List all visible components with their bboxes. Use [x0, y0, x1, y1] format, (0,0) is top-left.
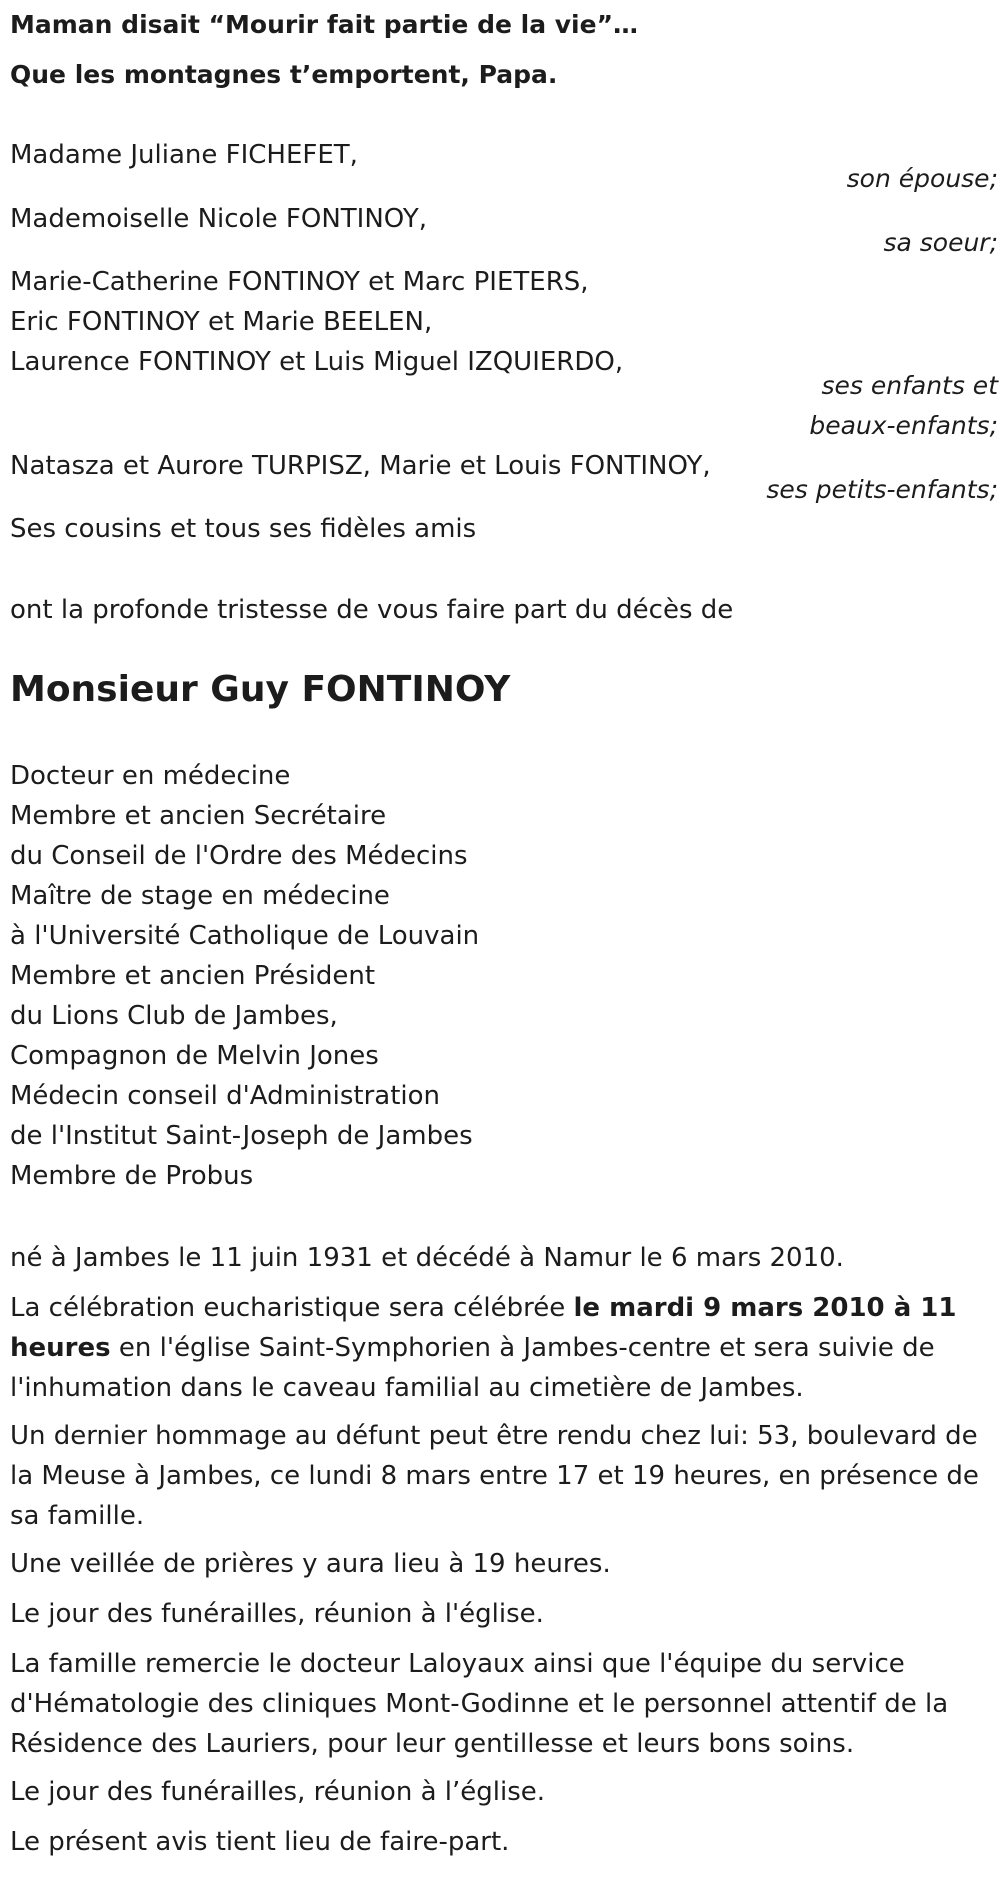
child-line: Marie-Catherine FONTINOY et Marc PIETERS, [10, 267, 589, 297]
sister-relation: sa soeur; [883, 228, 998, 257]
children-relation-1: ses enfants et [821, 371, 998, 400]
funeral-day-note: Le jour des funérailles, réunion à l'église. [10, 1599, 544, 1629]
child-line: Laurence FONTINOY et Luis Miguel IZQUIERDO, [10, 347, 624, 377]
title-line: Maître de stage en médecine [10, 881, 390, 911]
tribute-paragraph: Un dernier hommage au défunt peut être rendu chez lui: 53, boulevard de la Meuse à Jambes, ce lundi 8 mars entre 17 et 19 heures, en présence de sa famille. [10, 1421, 979, 1531]
celebration-text-before: La célébration eucharistique sera célébrée [10, 1293, 574, 1323]
title-line: du Lions Club de Jambes, [10, 1001, 338, 1031]
title-line: Membre de Probus [10, 1161, 254, 1191]
title-line: Compagnon de Melvin Jones [10, 1041, 379, 1071]
grandchildren-name: Natasza et Aurore TURPISZ, Marie et Louis FONTINOY, [10, 451, 711, 481]
closing-note: Le présent avis tient lieu de faire-part. [10, 1827, 510, 1857]
announcement-text: ont la profonde tristesse de vous faire part du décès de [10, 595, 734, 625]
title-line: Membre et ancien Secrétaire [10, 801, 387, 831]
title-line: de l'Institut Saint-Joseph de Jambes [10, 1121, 473, 1151]
child-line: Eric FONTINOY et Marie BEELEN, [10, 307, 433, 337]
celebration-date-time: le mardi 9 mars 2010 à 11 heures [10, 1293, 957, 1363]
thanks-paragraph: La famille remercie le docteur Laloyaux ainsi que l'équipe du service d'Hématologie des cliniques Mont-Godinne et le personnel attentif de la Résidence des Lauriers, pour leur gentillesse et leurs bons soins. [10, 1649, 949, 1759]
funeral-day-note-repeat: Le jour des funérailles, réunion à l’église. [10, 1777, 546, 1807]
sister-name: Mademoiselle Nicole FONTINOY, [10, 204, 427, 234]
title-line: à l'Université Catholique de Louvain [10, 921, 480, 951]
grandchildren-relation: ses petits-enfants; [766, 475, 998, 504]
quote-line-2: Que les montagnes t’emportent, Papa. [10, 60, 558, 89]
title-line: du Conseil de l'Ordre des Médecins [10, 841, 468, 871]
vigil-text: Une veillée de prières y aura lieu à 19 heures. [10, 1549, 611, 1579]
cousins-friends: Ses cousins et tous ses fidèles amis [10, 514, 477, 544]
children-relation-2: beaux-enfants; [809, 411, 998, 440]
deceased-name: Monsieur Guy FONTINOY [10, 669, 511, 710]
title-line: Médecin conseil d'Administration [10, 1081, 441, 1111]
celebration-paragraph [10, 1288, 985, 1408]
quote-line-1: Maman disait “Mourir fait partie de la vie”… [10, 10, 639, 39]
birth-death-dates: né à Jambes le 11 juin 1931 et décédé à Namur le 6 mars 2010. [10, 1243, 844, 1273]
spouse-name: Madame Juliane FICHEFET, [10, 140, 358, 170]
spouse-relation: son épouse; [846, 164, 998, 193]
title-line: Membre et ancien Président [10, 961, 376, 991]
celebration-text-after: en l'église Saint-Symphorien à Jambes-centre et sera suivie de l'inhumation dans le caveau familial au cimetière de Jambes. [10, 1333, 935, 1403]
titles-list [10, 756, 479, 1196]
title-line: Docteur en médecine [10, 761, 291, 791]
